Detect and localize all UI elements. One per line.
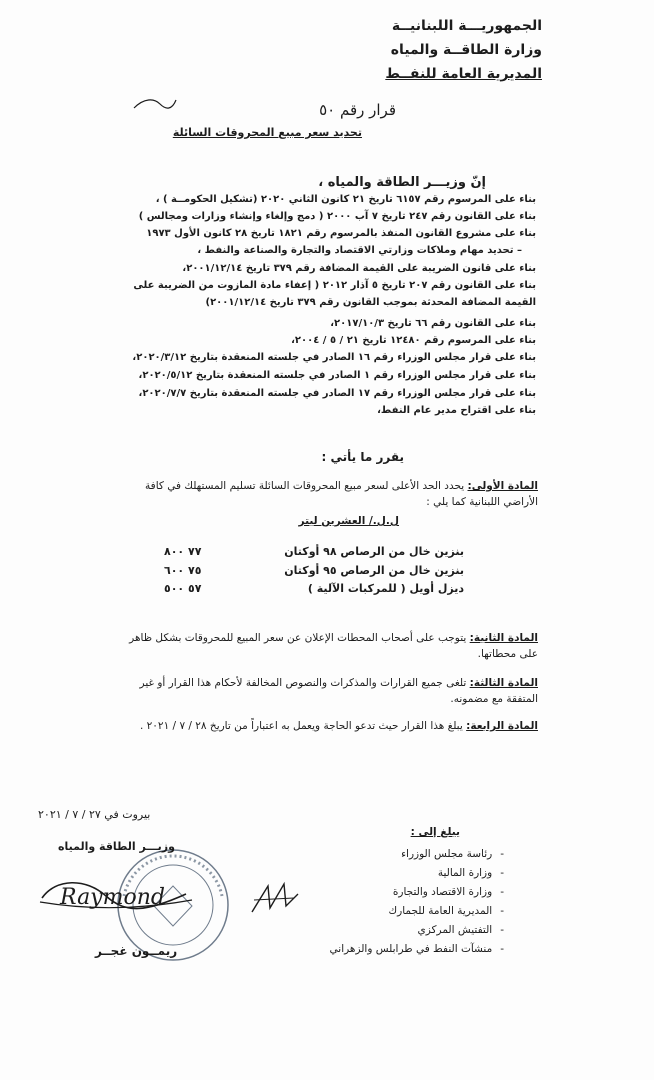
fuel-price: ٧٧ ٨٠٠ bbox=[164, 545, 202, 558]
price-unit: ل.ل./ العشرين ليتر bbox=[298, 515, 399, 527]
price-row bbox=[164, 564, 464, 580]
basis-line: القيمة المضافة المحدثة بموجب القانون رقم ٣٧٩ تاريخ ٢٠٠١/١٢/١٤) bbox=[205, 297, 536, 308]
fuel-name: بنزين خال من الرصاص ٩٥ أوكتان bbox=[284, 564, 464, 577]
distribution-item: -التفتيش المركزي bbox=[417, 924, 504, 936]
distribution-title: يبلغ إلى : bbox=[410, 826, 460, 838]
basis-line: بناء على اقتراح مدير عام النفط، bbox=[377, 405, 536, 416]
distribution-item: -وزارة المالية bbox=[437, 867, 504, 879]
minister-intro: إنّ وزيـــر الطاقة والمياه ، bbox=[318, 175, 486, 190]
header-directorate: المديرية العامة للنفــط bbox=[385, 66, 542, 82]
basis-line: بناء على مشروع القانون المنفذ بالمرسوم رقم ١٨٢١ تاريخ ٢٨ كانون الأول ١٩٧٣ bbox=[146, 228, 536, 239]
article-3-label: المادة الثالثة: bbox=[469, 677, 538, 689]
fuel-name: ديزل أويل ( للمركبات الآلية ) bbox=[307, 582, 464, 595]
header-republic: الجمهوريـــة اللبنانيــة bbox=[391, 18, 542, 34]
distribution-item: -منشآت النفط في طرابلس والزهراني bbox=[329, 943, 504, 955]
svg-text:Raymond: Raymond bbox=[60, 885, 165, 910]
article-4 bbox=[68, 718, 538, 734]
basis-line: بناء على قرار مجلس الوزراء رقم ١ الصادر في جلسته المنعقدة بتاريخ ٢٠٢٠/٥/١٢، bbox=[138, 370, 536, 381]
decides-heading: يقرر ما يأتي : bbox=[321, 450, 404, 464]
basis-line: بناء على القانون رقم ٢٤٧ تاريخ ٧ آب ٢٠٠٠ ( دمج وإلغاء وإنشاء وزارات ومجالس ) bbox=[138, 211, 536, 222]
distribution-item: -وزارة الاقتصاد والتجارة bbox=[392, 886, 504, 898]
article-1-label: المادة الأولى: bbox=[467, 480, 538, 492]
article-2 bbox=[108, 630, 538, 662]
decision-title: قرار رقم ٥٠ bbox=[319, 101, 396, 119]
article-2-label: المادة الثانية: bbox=[469, 632, 538, 644]
distribution-item: -رئاسة مجلس الوزراء bbox=[401, 848, 504, 860]
basis-line: بناء على القانون رقم ٦٦ تاريخ ٢٠١٧/١٠/٣، bbox=[330, 318, 536, 329]
signatory-name: ريمــون غجــر bbox=[95, 944, 178, 958]
article-1 bbox=[108, 478, 538, 510]
handwritten-initials bbox=[248, 878, 300, 918]
article-1-text: يحدد الحد الأعلى لسعر مبيع المحروقات السائلة تسليم المستهلك في كافة الأراضي اللبنانية كما يلي : bbox=[145, 480, 538, 508]
article-4-label: المادة الرابعة: bbox=[466, 720, 538, 732]
article-3 bbox=[108, 675, 538, 707]
handwritten-signature bbox=[36, 868, 196, 928]
fuel-name: بنزين خال من الرصاص ٩٨ أوكتان bbox=[284, 545, 464, 558]
basis-line: بناء على قانون الضريبة على القيمة المضافة رقم ٣٧٩ تاريخ ٢٠٠١/١٢/١٤، bbox=[182, 263, 536, 274]
basis-line: بناء على القانون رقم ٢٠٧ تاريخ ٥ آذار ٢٠١٢ ( إعفاء مادة المازوت من الضريبة على bbox=[133, 280, 536, 291]
basis-line: بناء على قرار مجلس الوزراء رقم ١٧ الصادر في جلسته المنعقدة بتاريخ ٢٠٢٠/٧/٧، bbox=[138, 388, 536, 399]
article-2-text: يتوجب على أصحاب المحطات الإعلان عن سعر المبيع للمحروقات بشكل ظاهر على محطاتها. bbox=[129, 632, 538, 660]
decision-subtitle: تحديد سعر مبيع المحروقات السائلة bbox=[172, 126, 362, 139]
fuel-price: ٥٧ ٥٠٠ bbox=[164, 582, 202, 595]
date-line: بيروت في ٢٧ / ٧ / ٢٠٢١ bbox=[38, 808, 151, 821]
basis-line: بناء على المرسوم رقم ١٢٤٨٠ تاريخ ٢١ / ٥ / ٢٠٠٤، bbox=[291, 335, 536, 346]
header-ministry: وزارة الطاقــة والمياه bbox=[390, 42, 542, 58]
basis-line: بناء على قرار مجلس الوزراء رقم ١٦ الصادر في جلسته المنعقدة بتاريخ ٢٠٢٠/٣/١٢، bbox=[132, 352, 536, 363]
article-4-text: يبلغ هذا القرار حيث تدعو الحاجة ويعمل به اعتباراً من تاريخ ٢٨ / ٧ / ٢٠٢١ . bbox=[139, 720, 463, 732]
fuel-price: ٧٥ ٦٠٠ bbox=[164, 564, 202, 577]
distribution-item: -المديرية العامة للجمارك bbox=[388, 905, 504, 917]
price-row bbox=[164, 545, 464, 561]
signatory-title: وزيـــر الطاقة والمياه bbox=[58, 840, 175, 853]
basis-line: بناء على المرسوم رقم ٦١٥٧ تاريخ ٢١ كانون الثاني ٢٠٢٠ (تشكيل الحكومــة ) ، bbox=[155, 194, 536, 205]
basis-line: – تحديد مهام وملاكات وزارتي الاقتصاد والتجارة والصناعة والنفط ، bbox=[197, 245, 522, 256]
price-row bbox=[164, 582, 464, 598]
handwritten-number-mark bbox=[130, 94, 180, 114]
article-3-text: تلغى جميع القرارات والمذكرات والنصوص المخالفة لأحكام هذا القرار أو غير المتفقة مع مضمونه. bbox=[139, 677, 538, 705]
